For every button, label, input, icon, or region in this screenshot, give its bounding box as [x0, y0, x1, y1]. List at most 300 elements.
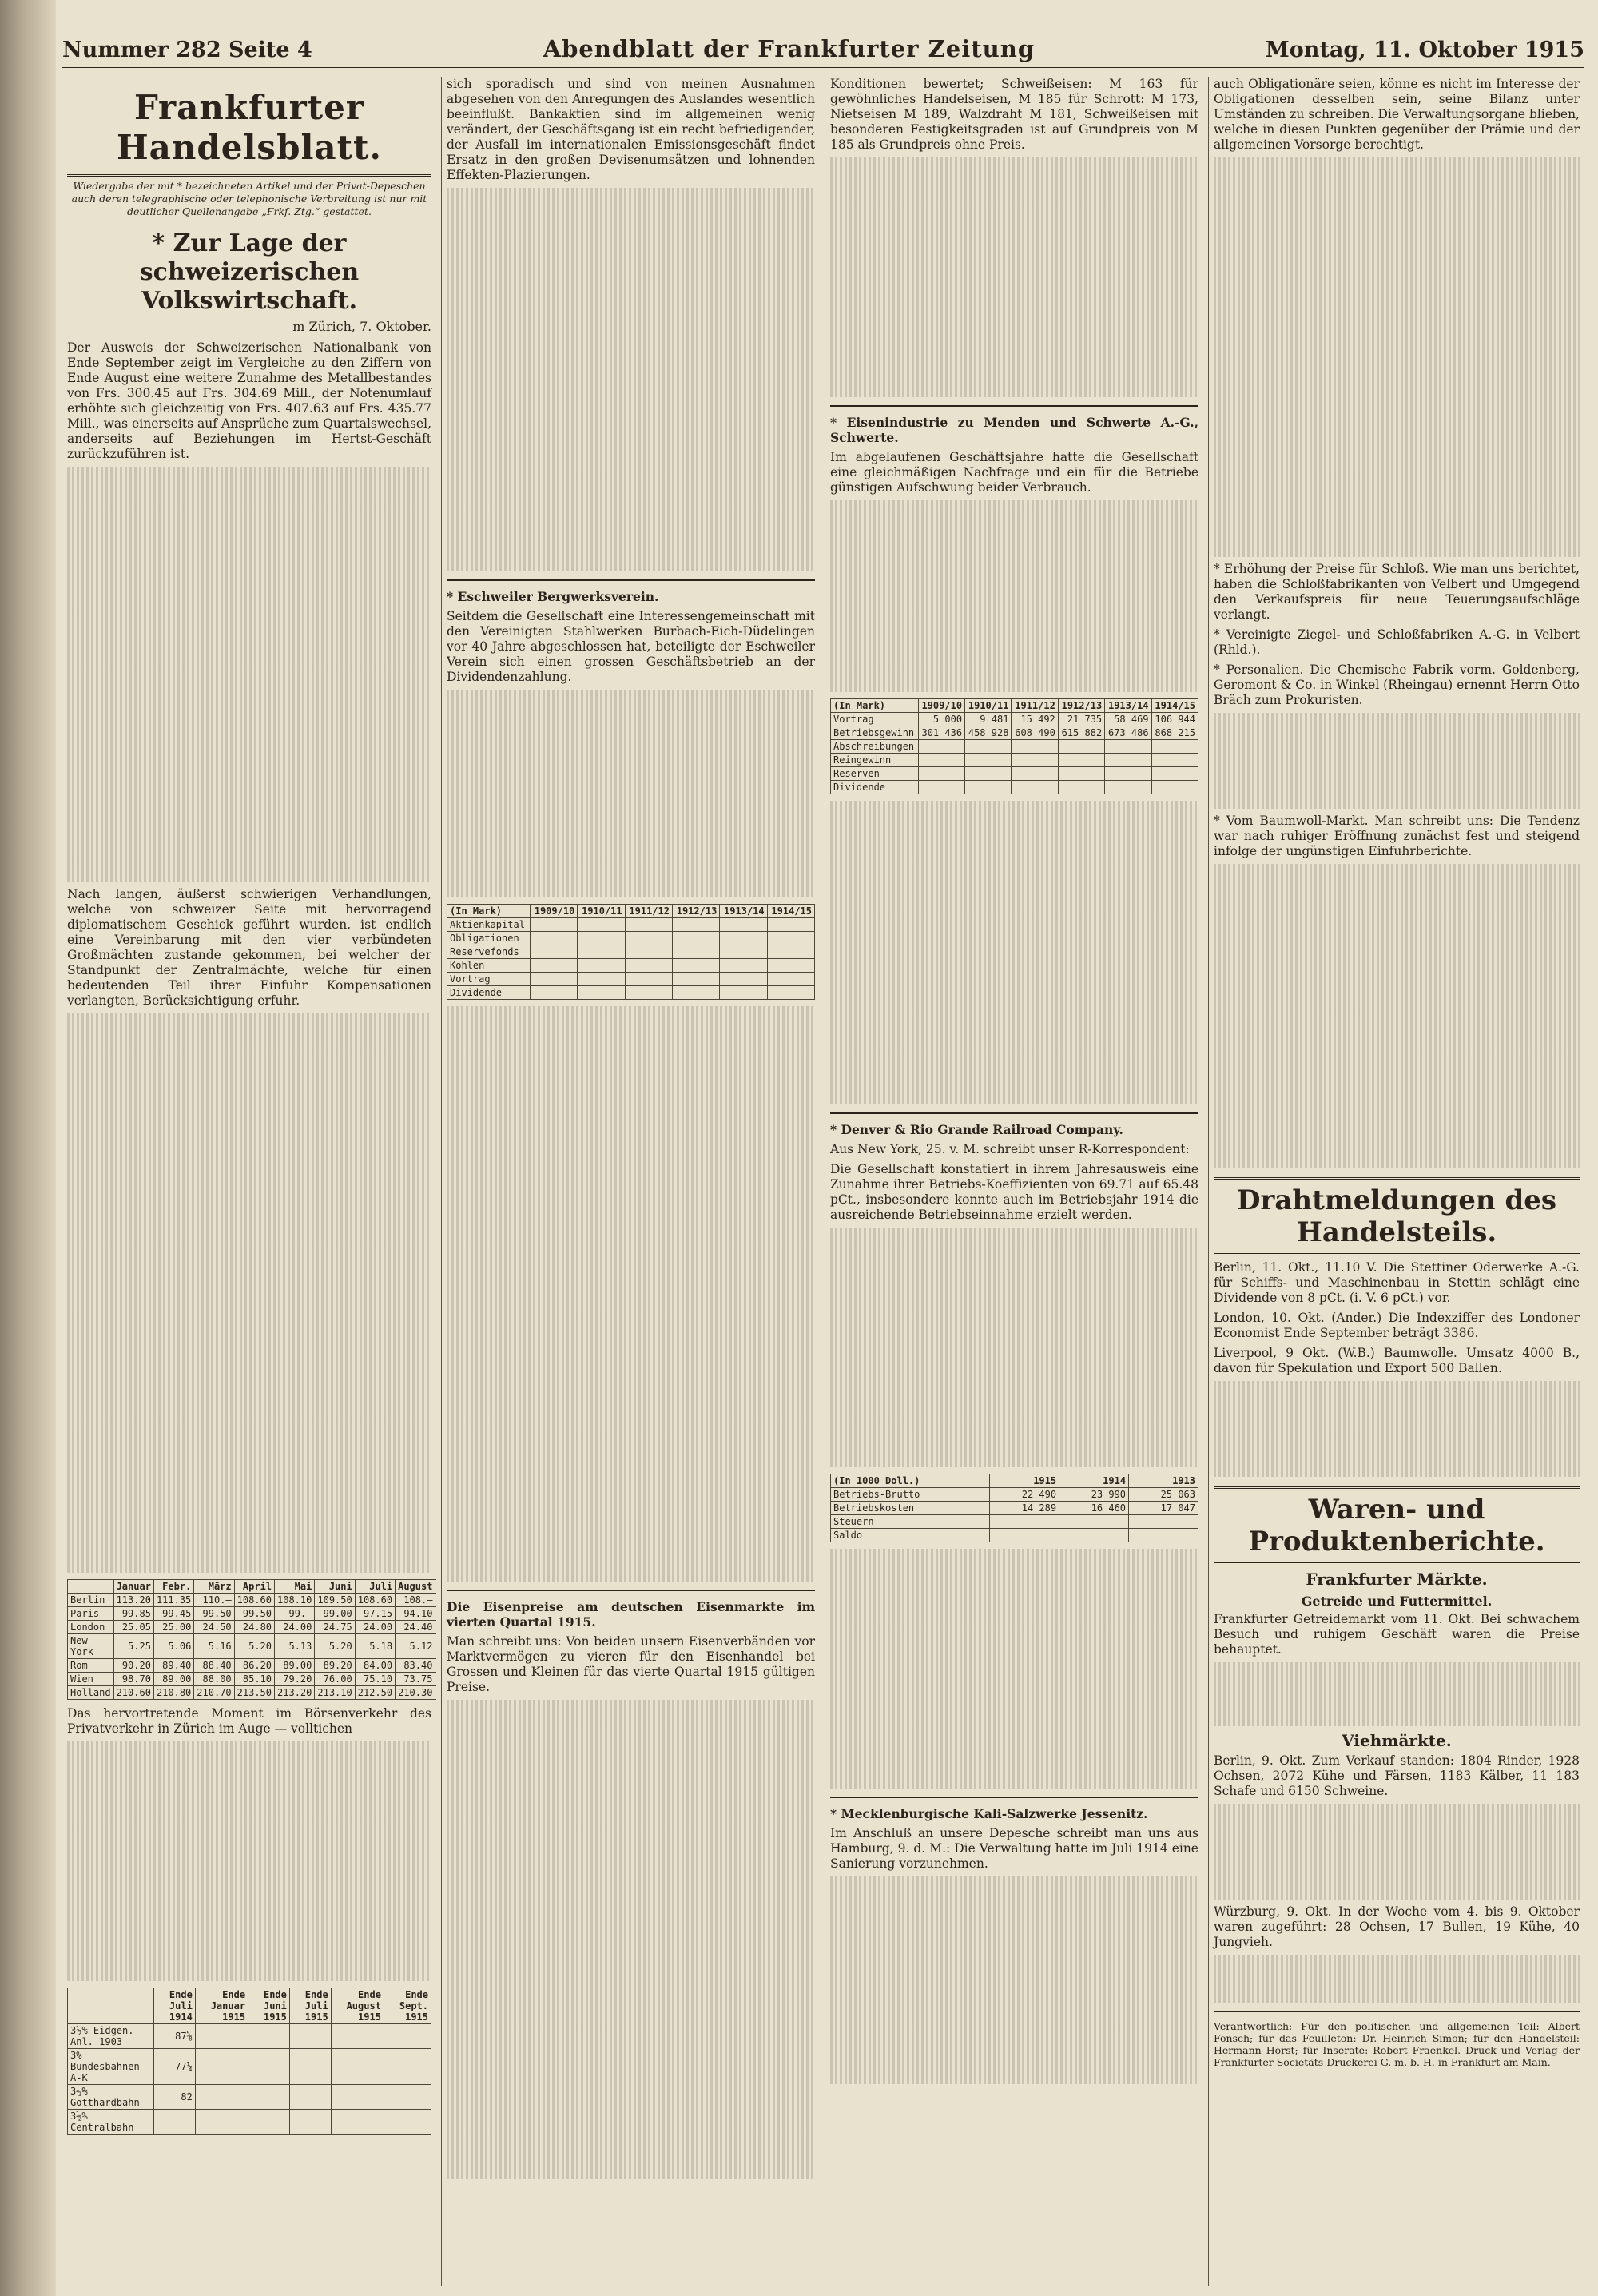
- table-cell: 210.30: [396, 1686, 435, 1700]
- table-header-cell: 1910/11: [965, 699, 1012, 713]
- table-cell: [384, 2049, 431, 2085]
- table-cell: Berlin: [68, 1594, 114, 1607]
- table-cell: 73.75: [396, 1673, 435, 1686]
- table-cell: [289, 2049, 331, 2085]
- table-cell: 108.60: [355, 1594, 395, 1607]
- table-cell: [625, 973, 672, 986]
- divider: [830, 1112, 1198, 1114]
- table-cell: 89.00: [153, 1673, 193, 1686]
- table-cell: [720, 959, 767, 973]
- table-header-cell: Ende Juni 1915: [248, 1988, 290, 2024]
- table-cell: [289, 2085, 331, 2110]
- table-cell: London: [68, 1621, 114, 1634]
- text-block: [447, 1006, 815, 1582]
- masthead: [62, 24, 1584, 70]
- article-title: Die Eisenpreise am deutschen Eisenmarkte im vierten Quartal 1915.: [447, 1599, 815, 1629]
- article-dateline: Aus New York, 25. v. M. schreibt unser R-Korrespondent:: [830, 1142, 1190, 1156]
- article-title: * Mecklenburgische Kali-Salzwerke Jessenitz.: [830, 1806, 1148, 1821]
- table-cell: 5.06: [153, 1634, 193, 1659]
- column-4: [1208, 77, 1584, 2286]
- table-cell: [720, 973, 767, 986]
- table-cell: [767, 945, 814, 959]
- table-cell: 89.00: [275, 1659, 315, 1673]
- divider: [830, 1797, 1198, 1798]
- table-header-cell: Ende Januar 1915: [195, 1988, 248, 2024]
- bond-table: [67, 1988, 431, 2135]
- table-cell: 90.20: [113, 1659, 153, 1673]
- table-cell: [578, 932, 625, 945]
- table-cell: [578, 945, 625, 959]
- table-header-cell: 1912/13: [672, 905, 719, 918]
- table-row: [68, 1607, 437, 1621]
- table-cell: 16 460: [1059, 1502, 1129, 1515]
- table-header-cell: [68, 1580, 114, 1594]
- table-cell: [625, 932, 672, 945]
- article-dateline: m Zürich, 7. Oktober.: [292, 319, 431, 334]
- table-cell: [918, 754, 964, 767]
- wire-message: London, 10. Okt. (Ander.) Die Indexziffer des Londoner Economist Ende September beträgt 3386.: [1214, 1311, 1580, 1340]
- columns: [62, 77, 1584, 2286]
- wire-message: Liverpool, 9 Okt. (W.B.) Baumwolle. Umsatz 4000 B., davon für Spekulation und Export 500 Ballen.: [1214, 1346, 1580, 1375]
- table-cell: Reingewinn: [831, 754, 919, 767]
- text-block: [830, 1549, 1198, 1789]
- table-cell: 5.13: [275, 1634, 315, 1659]
- table-header-cell: Ende Sept. 1915: [384, 1988, 431, 2024]
- table-header-cell: 1914/15: [767, 905, 814, 918]
- table-cell: 94.10: [396, 1607, 435, 1621]
- divider: [447, 1590, 815, 1591]
- table-cell: 3½% Gotthardbahn: [68, 2085, 154, 2110]
- table-cell: [1059, 1529, 1129, 1542]
- table-cell: [1105, 767, 1151, 781]
- table-cell: [767, 918, 814, 932]
- table-cell: 76.00: [315, 1673, 355, 1686]
- table-cell: [990, 1529, 1059, 1542]
- table-cell: [672, 959, 719, 973]
- table-cell: [767, 959, 814, 973]
- table-cell: 5.18: [355, 1634, 395, 1659]
- table-cell: [625, 986, 672, 1000]
- table-cell: [1151, 754, 1198, 767]
- table-header-cell: 1913: [1129, 1474, 1198, 1488]
- table-header-cell: 1911/12: [1012, 699, 1058, 713]
- table-cell: Wien: [68, 1673, 114, 1686]
- table-cell: 58 469: [1105, 713, 1151, 726]
- table-cell: [625, 918, 672, 932]
- table-cell: [1151, 781, 1198, 794]
- article-title: * Eschweiler Bergwerksverein.: [447, 589, 659, 604]
- table-cell: 24.40: [396, 1621, 435, 1634]
- table-header-cell: 1915: [990, 1474, 1059, 1488]
- column-3: [825, 77, 1203, 2286]
- table-cell: 77¼: [154, 2049, 196, 2085]
- table-row: [831, 1488, 1198, 1502]
- table-cell: [289, 2110, 331, 2135]
- article-paragraph: Nach langen, äußerst schwierigen Verhandlungen, welche von schweizer Seite mit hervorragend diplomatischem Geschick geführt wurden, ist endlich eine Vereinbarung mit den vier verbündeten Großmächten zustande gekommen, bei welcher der Standpunkt der Zentralmächte, welche für einen bedeutenden Teil ihrer Einfuhr Kompensationen verlangten, Berücksichtigung erfuhr.: [67, 887, 431, 1008]
- article-paragraph: Im Anschluß an unsere Depesche schreibt man uns aus Hamburg, 9. d. M.: Die Verwaltung hatte im Juli 1914 eine Sanierung vorzunehmen.: [830, 1826, 1198, 1871]
- table-cell: [435, 1621, 436, 1634]
- article-paragraph: Im abgelaufenen Geschäftsjahre hatte die Gesellschaft eine gleichmäßigen Nachfrage und ein für die Betriebe günstigen Aufschwung beider Verbrauch.: [830, 450, 1198, 495]
- table-cell: [435, 1607, 436, 1621]
- section-title: Waren- und Produktenberichte.: [1214, 1486, 1580, 1563]
- table-cell: [289, 2024, 331, 2049]
- table-header-cell: 1910/11: [578, 905, 625, 918]
- table-cell: [625, 959, 672, 973]
- table-cell: 868 215: [1151, 726, 1198, 740]
- table-cell: 5 000: [918, 713, 964, 726]
- table-cell: [672, 973, 719, 986]
- table-cell: 99.45: [153, 1607, 193, 1621]
- table-row: [68, 2085, 431, 2110]
- table-cell: 210.70: [194, 1686, 234, 1700]
- section-title: Drahtmeldungen des Handelsteils.: [1214, 1177, 1580, 1254]
- table-row: [831, 1515, 1198, 1529]
- table-cell: 88.00: [194, 1673, 234, 1686]
- table-cell: [1059, 1515, 1129, 1529]
- table-cell: 99.50: [234, 1607, 274, 1621]
- table-cell: 79.20: [275, 1673, 315, 1686]
- table-cell: 24.00: [275, 1621, 315, 1634]
- issue-date: Montag, 11. Oktober 1915: [1265, 38, 1584, 62]
- article-paragraph: Man schreibt uns: Von beiden unsern Eisenverbänden vor Marktvermögen zu vieren für den Eisenhandel bei Grossen und Kleinen für das vierte Quartal 1915 gültigen Preise.: [447, 1634, 815, 1694]
- table-row: [68, 1621, 437, 1634]
- table-cell: 108.—: [396, 1594, 435, 1607]
- table-cell: [530, 973, 577, 986]
- table-cell: [530, 945, 577, 959]
- table-cell: [435, 1634, 436, 1659]
- table-row: [447, 945, 815, 959]
- news-note: * Vereinigte Ziegel- und Schloßfabriken A.-G. in Velbert (Rhld.).: [1214, 627, 1580, 657]
- table-cell: Betriebsgewinn: [831, 726, 919, 740]
- newspaper-page: [62, 24, 1584, 2286]
- table-cell: [1151, 740, 1198, 754]
- table-row: [68, 2049, 431, 2085]
- table-cell: 5.16: [194, 1634, 234, 1659]
- text-block: [67, 1741, 431, 1981]
- text-block: [67, 467, 431, 882]
- market-report: Berlin, 9. Okt. Zum Verkauf standen: 1804 Rinder, 1928 Ochsen, 2072 Kühe und Färsen, 1183 Kälber, 11 183 Schafe und 6150 Schweine.: [1214, 1753, 1580, 1798]
- section-subtitle: Frankfurter Märkte.: [1306, 1570, 1488, 1589]
- text-block: [830, 801, 1198, 1104]
- table-header-cell: Juni: [315, 1580, 355, 1594]
- table-header-cell: [435, 1580, 436, 1594]
- table-cell: 98.70: [113, 1673, 153, 1686]
- section-title: Frankfurter Handelsblatt.: [67, 88, 431, 177]
- table-cell: Vortrag: [831, 713, 919, 726]
- table-header-cell: 1913/14: [720, 905, 767, 918]
- article-paragraph: Konditionen bewertet; Schweißeisen: M 163 für gewöhnliches Handelseisen, M 185 für Schrott: M 173, Nietseisen M 189, Walzdraht M 181, Schweißeisen mit besonderen Festigkeitsgraden ist auf Grundpreis von M 185 als Grundpreis ohne Preis.: [830, 77, 1198, 152]
- table-header-cell: (In 1000 Doll.): [831, 1474, 990, 1488]
- table-row: [447, 973, 815, 986]
- table-row: [831, 713, 1198, 726]
- table-cell: 25.05: [113, 1621, 153, 1634]
- table-row: [68, 1673, 437, 1686]
- article-paragraph: auch Obligationäre seien, könne es nicht im Interesse der Obligationen desselben sein, seine Bilanz unter Umständen zu schreiben. Die Verwaltungsorgane blieben, welche in diesen Punkten gegenüber der Prämie und der allgemeinen Vorsorge berechtigt.: [1214, 77, 1580, 152]
- text-block: [1214, 1381, 1580, 1477]
- table-cell: 24.50: [194, 1621, 234, 1634]
- text-block: [830, 1876, 1198, 2084]
- table-cell: [720, 986, 767, 1000]
- table-header-cell: (In Mark): [447, 905, 531, 918]
- table-cell: [767, 932, 814, 945]
- table-cell: Aktienkapital: [447, 918, 531, 932]
- table-cell: 89.40: [153, 1659, 193, 1673]
- table-cell: 87⅝: [154, 2024, 196, 2049]
- table-cell: 5.20: [234, 1634, 274, 1659]
- table-cell: 3½% Eidgen. Anl. 1903: [68, 2024, 154, 2049]
- table-cell: 212.50: [355, 1686, 395, 1700]
- table-cell: 21 735: [1058, 713, 1104, 726]
- table-cell: [965, 740, 1012, 754]
- table-cell: 3½% Centralbahn: [68, 2110, 154, 2135]
- table-cell: Steuern: [831, 1515, 990, 1529]
- table-cell: 22 490: [990, 1488, 1059, 1502]
- table-header-cell: (In Mark): [831, 699, 919, 713]
- table-cell: 615 882: [1058, 726, 1104, 740]
- market-report: Frankfurter Getreidemarkt vom 11. Okt. Bei schwachem Besuch und ruhigem Geschäft waren die Preise behauptet.: [1214, 1612, 1580, 1657]
- section-subtitle: Viehmärkte.: [1342, 1731, 1452, 1750]
- table-cell: 5.20: [315, 1634, 355, 1659]
- table-cell: 24.75: [315, 1621, 355, 1634]
- table-cell: [672, 918, 719, 932]
- table-cell: [918, 781, 964, 794]
- table-cell: 24.00: [355, 1621, 395, 1634]
- table-cell: 99.00: [315, 1607, 355, 1621]
- table-header-cell: 1914: [1059, 1474, 1129, 1488]
- table-cell: New-York: [68, 1634, 114, 1659]
- wire-message: Berlin, 11. Okt., 11.10 V. Die Stettiner Oderwerke A.-G. für Schiffs- und Maschinenbau in Stettin schlägt eine Dividende von 8 pCt. (i. V. 6 pCt.) vor.: [1214, 1260, 1580, 1305]
- table-cell: Reservefonds: [447, 945, 531, 959]
- table-cell: [1012, 767, 1058, 781]
- table-cell: [435, 1686, 436, 1700]
- table-cell: [720, 918, 767, 932]
- table-cell: [331, 2049, 384, 2085]
- text-block: [1214, 1662, 1580, 1726]
- table-header-cell: 1914/15: [1151, 699, 1198, 713]
- table-cell: [1058, 754, 1104, 767]
- table-cell: Betriebskosten: [831, 1502, 990, 1515]
- table-cell: 97.15: [355, 1607, 395, 1621]
- table-cell: 5.12: [396, 1634, 435, 1659]
- table-header-cell: [68, 1988, 154, 2024]
- article-paragraph: Die Gesellschaft konstatiert in ihrem Jahresausweis eine Zunahme ihrer Betriebs-Koeffizienten von 69.71 auf 65.48 pCt., insbesondere konnte auch im Betriebsjahr 1914 die ausreichende Betriebseinnahme erzielt werden.: [830, 1162, 1198, 1222]
- table-row: [831, 740, 1198, 754]
- table-cell: [965, 754, 1012, 767]
- table-cell: 111.35: [153, 1594, 193, 1607]
- table-row: [831, 767, 1198, 781]
- table-cell: Kohlen: [447, 959, 531, 973]
- table-cell: 83.40: [396, 1659, 435, 1673]
- table-cell: [530, 986, 577, 1000]
- table-row: [447, 959, 815, 973]
- table-cell: 85.10: [234, 1673, 274, 1686]
- table-cell: [767, 973, 814, 986]
- table-cell: 99.85: [113, 1607, 153, 1621]
- table-cell: [331, 2085, 384, 2110]
- table-cell: 86.20: [234, 1659, 274, 1673]
- table-cell: [1012, 740, 1058, 754]
- table-cell: [435, 1594, 436, 1607]
- reprint-note: Wiedergabe der mit * bezeichneten Artikel und der Privat-Depeschen auch deren telegraphische oder telephonische Verbreitung ist nur mit deutlicher Quellenangabe „Frkf. Ztg.“ gestattet.: [71, 180, 427, 217]
- news-note: * Vom Baumwoll-Markt. Man schreibt uns: Die Tendenz war nach ruhiger Eröffnung zunächst fest und steigend infolge der ungünstigen Einfuhrberichte.: [1214, 814, 1580, 858]
- news-note: * Erhöhung der Preise für Schloß. Wie man uns berichtet, haben die Schloßfabrikanten von Velbert und Umgegend den Verkaufspreis für neue Teuerungsaufschläge verlangt.: [1214, 562, 1580, 622]
- table-row: [447, 986, 815, 1000]
- table-cell: 301 436: [918, 726, 964, 740]
- table-cell: [530, 959, 577, 973]
- market-report: Würzburg, 9. Okt. In der Woche vom 4. bis 9. Oktober waren zugeführt: 28 Ochsen, 17 Bullen, 19 Kühe, 40 Jungvieh.: [1214, 1904, 1580, 1949]
- table-cell: 25 063: [1129, 1488, 1198, 1502]
- table-cell: 108.60: [234, 1594, 274, 1607]
- table-row: [68, 1659, 437, 1673]
- table-header-cell: 1911/12: [625, 905, 672, 918]
- table-cell: [435, 1659, 436, 1673]
- table-cell: [578, 973, 625, 986]
- table-row: [831, 1529, 1198, 1542]
- table-cell: 84.00: [355, 1659, 395, 1673]
- table-cell: [625, 945, 672, 959]
- table-cell: [1129, 1515, 1198, 1529]
- table-cell: Vortrag: [447, 973, 531, 986]
- exchange-rate-table: [67, 1579, 436, 1700]
- text-block: [1214, 1955, 1580, 2003]
- table-cell: [1151, 767, 1198, 781]
- table-cell: Dividende: [831, 781, 919, 794]
- table-cell: [965, 767, 1012, 781]
- table-cell: Betriebs-Brutto: [831, 1488, 990, 1502]
- table-cell: [672, 986, 719, 1000]
- article-paragraph: Das hervortretende Moment im Börsenverkehr des Privatverkehr in Zürich im Auge — volltichen: [67, 1706, 431, 1736]
- table-cell: [1129, 1529, 1198, 1542]
- balance-table: [447, 904, 815, 1000]
- text-block: [830, 1228, 1198, 1467]
- table-cell: 14 289: [990, 1502, 1059, 1515]
- table-header-cell: Febr.: [153, 1580, 193, 1594]
- table-cell: [720, 932, 767, 945]
- table-row: [68, 1634, 437, 1659]
- table-cell: 82: [154, 2085, 196, 2110]
- table-cell: [1012, 781, 1058, 794]
- table-row: [68, 1594, 437, 1607]
- table-cell: 15 492: [1012, 713, 1058, 726]
- railroad-table: [830, 1474, 1198, 1542]
- table-row: [831, 754, 1198, 767]
- article-paragraph: Der Ausweis der Schweizerischen Nationalbank von Ende September zeigt im Vergleiche zu den Ziffern von Ende August eine weitere Zunahme des Metallbestandes von Frs. 300.45 auf Frs. 304.69 Mill., der Notenumlauf erhöhte sich gleichzeitig von Frs. 407.63 auf Frs. 435.77 Mill., was einerseits auf Ansprüche zum Quartalswechsel, anderseits auf Beziehungen im Hertst-Geschäft zurückzuführen ist.: [67, 340, 431, 461]
- table-cell: [918, 740, 964, 754]
- column-2: [441, 77, 820, 2286]
- table-header-cell: März: [194, 1580, 234, 1594]
- table-cell: Saldo: [831, 1529, 990, 1542]
- table-cell: [195, 2024, 248, 2049]
- table-cell: [384, 2024, 431, 2049]
- table-cell: 89.20: [315, 1659, 355, 1673]
- news-note: * Personalien. Die Chemische Fabrik vorm. Goldenberg, Geromont & Co. in Winkel (Rheingau) ernennt Herrn Otto Bräch zum Prokuristen.: [1214, 663, 1580, 707]
- table-row: [68, 2110, 431, 2135]
- table-cell: [918, 767, 964, 781]
- table-cell: 17 047: [1129, 1502, 1198, 1515]
- table-cell: 24.80: [234, 1621, 274, 1634]
- table-cell: Dividende: [447, 986, 531, 1000]
- table-cell: 213.10: [315, 1686, 355, 1700]
- table-cell: [578, 918, 625, 932]
- text-block: [1214, 157, 1580, 557]
- table-cell: [248, 2024, 290, 2049]
- table-header-cell: Mai: [275, 1580, 315, 1594]
- article-title: * Eisenindustrie zu Menden und Schwerte A.-G., Schwerte.: [830, 415, 1198, 445]
- table-cell: [767, 986, 814, 1000]
- table-cell: [384, 2085, 431, 2110]
- article-paragraph: sich sporadisch und sind von meinen Ausnahmen abgesehen von den Anregungen des Auslandes wesentlich beeinflußt. Bankaktien sind im allgemeinen wenig verändert, der Geschäftsgang ist ein recht befriedigender, der Ausfall im internationalen Emissionsgeschäft findet Ersatz in den großen Devisenumsätzen und lohnenden Effekten-Plazierungen.: [447, 77, 815, 182]
- table-cell: [1105, 754, 1151, 767]
- table-row: [68, 1686, 437, 1700]
- table-cell: 75.10: [355, 1673, 395, 1686]
- table-cell: 25.00: [153, 1621, 193, 1634]
- table-cell: [1012, 754, 1058, 767]
- table-cell: [578, 986, 625, 1000]
- table-cell: Reserven: [831, 767, 919, 781]
- table-header-cell: 1909/10: [918, 699, 964, 713]
- table-cell: [672, 945, 719, 959]
- table-header-cell: 1912/13: [1058, 699, 1104, 713]
- table-cell: [1105, 781, 1151, 794]
- table-header-cell: Ende Juli 1915: [289, 1988, 331, 2024]
- table-cell: [331, 2024, 384, 2049]
- table-cell: 458 928: [965, 726, 1012, 740]
- table-cell: 608 490: [1012, 726, 1058, 740]
- text-block: [447, 1700, 815, 2179]
- table-cell: 3% Bundesbahnen A-K: [68, 2049, 154, 2085]
- table-header-cell: Ende Juli 1914: [154, 1988, 196, 2024]
- article-paragraph: Seitdem die Gesellschaft eine Interessengemeinschaft mit den Vereinigten Stahlwerken Burbach-Eich-Düdelingen vor 40 Jahre abgeschlossen hat, beteiligte der Eschweiler Verein sich einen grossen Geschäftsbetrieb an der Dividendenzahlung.: [447, 609, 815, 684]
- table-cell: 113.20: [113, 1594, 153, 1607]
- table-cell: [248, 2049, 290, 2085]
- column-1: [62, 77, 436, 2286]
- table-header-cell: August: [396, 1580, 435, 1594]
- table-cell: 99.50: [194, 1607, 234, 1621]
- table-cell: [1058, 781, 1104, 794]
- table-header-cell: 1913/14: [1105, 699, 1151, 713]
- table-cell: [154, 2110, 196, 2135]
- table-cell: [248, 2085, 290, 2110]
- table-cell: 99.—: [275, 1607, 315, 1621]
- table-cell: [195, 2049, 248, 2085]
- table-cell: 213.20: [275, 1686, 315, 1700]
- table-cell: [384, 2110, 431, 2135]
- table-cell: [1105, 740, 1151, 754]
- divider: [447, 579, 815, 581]
- table-cell: 213.50: [234, 1686, 274, 1700]
- table-cell: Abschreibungen: [831, 740, 919, 754]
- imprint: Verantwortlich: Für den politischen und allgemeinen Teil: Albert Fonsch; für das Feuilleton: Dr. Heinrich Simon; für den Handelsteil: Hermann Horst; für Inserate: Robert Fraenkel. Druck und Verlag der Frankfurter Societäts-Druckerei G. m. b. H. in Frankfurt am Main.: [1214, 2020, 1580, 2068]
- table-cell: [331, 2110, 384, 2135]
- text-block: [1214, 1804, 1580, 1900]
- divider: [830, 405, 1198, 407]
- text-block: [1214, 864, 1580, 1168]
- table-cell: 210.80: [153, 1686, 193, 1700]
- text-block: [830, 157, 1198, 397]
- table-cell: [578, 959, 625, 973]
- table-cell: Paris: [68, 1607, 114, 1621]
- balance-table: [830, 698, 1198, 794]
- newspaper-title: Abendblatt der Frankfurter Zeitung: [543, 35, 1036, 62]
- table-cell: 210.60: [113, 1686, 153, 1700]
- table-cell: Obligationen: [447, 932, 531, 945]
- table-cell: 23 990: [1059, 1488, 1129, 1502]
- issue-page-number: Nummer 282 Seite 4: [62, 38, 312, 62]
- text-block: [1214, 713, 1580, 809]
- table-cell: 9 481: [965, 713, 1012, 726]
- table-cell: [990, 1515, 1059, 1529]
- text-block: [67, 1013, 431, 1573]
